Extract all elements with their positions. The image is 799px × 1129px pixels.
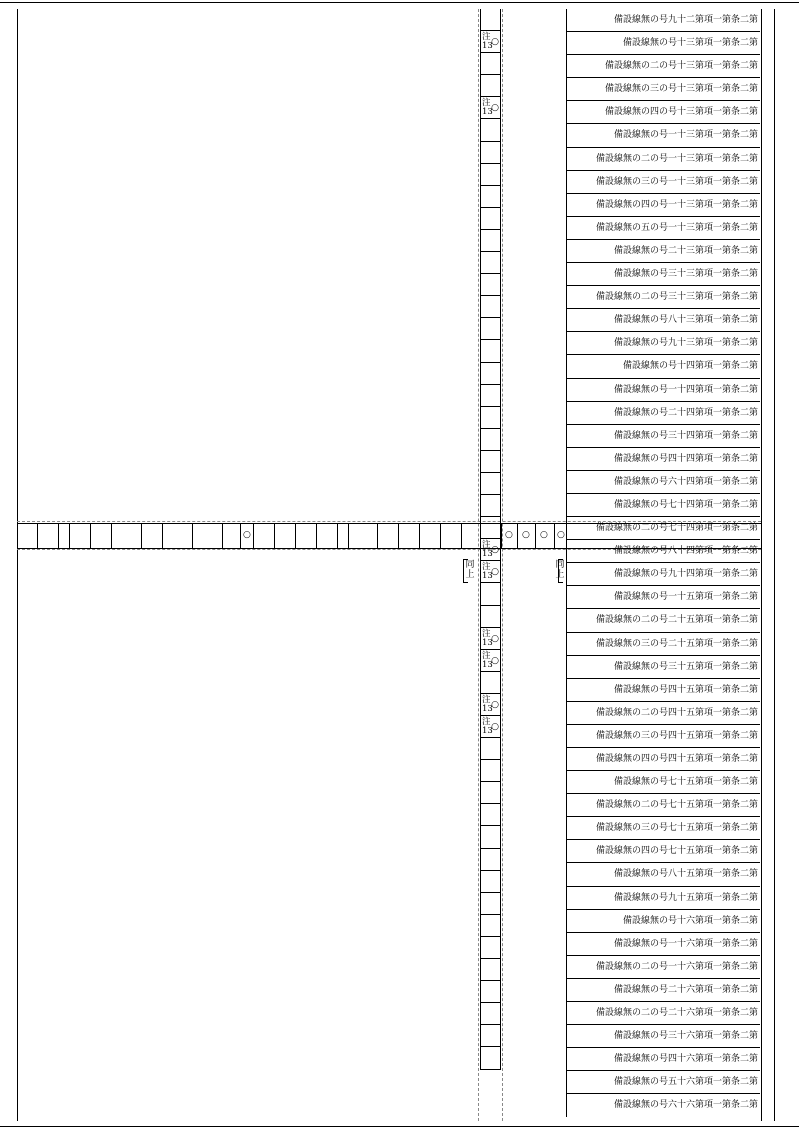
note-mark: ○ <box>491 722 499 732</box>
label-column <box>566 9 760 1117</box>
note-cell <box>480 826 501 848</box>
row-label: 備設線無の二の号十三第項一第条二第 <box>566 55 760 78</box>
row-label: 備設線無の号一十四第項一第条二第 <box>566 379 760 402</box>
same-as-above-left: 同上 <box>465 560 475 580</box>
row-label: 備設線無の号七十五第項一第条二第 <box>566 771 760 794</box>
row-label: 備設線無の二の号四十五第項一第条二第 <box>566 702 760 725</box>
row-label: 備設線無の号四十五第項一第条二第 <box>566 679 760 702</box>
row-label: 備設線無の号九十三第項一第条二第 <box>566 332 760 355</box>
row-label: 備設線無の号六十四第項一第条二第 <box>566 471 760 494</box>
note-mark: ○ <box>491 655 499 666</box>
row-cell <box>348 524 349 548</box>
note-cell <box>480 296 501 318</box>
note-cell <box>480 606 501 628</box>
note-mark: ○ <box>491 567 499 578</box>
top-rule <box>0 2 799 3</box>
note-mark: ○ <box>491 37 499 48</box>
row-cell <box>192 524 193 548</box>
row-label: 備設線無の二の号二十五第項一第条二第 <box>566 609 760 632</box>
row-label: 備設線無の二の号一十六第項一第条二第 <box>566 956 760 979</box>
row-cell <box>240 524 241 548</box>
row-label: 備設線無の四の号四十五第項一第条二第 <box>566 748 760 771</box>
row-cell <box>162 524 163 548</box>
row-label: 備設線無の号三十五第項一第条二第 <box>566 656 760 679</box>
row-cell <box>295 524 296 548</box>
row-cell <box>377 524 378 548</box>
row-label: 備設線無の号九十五第項一第条二第 <box>566 887 760 910</box>
row-label: 備設線無の四の号十三第項一第条二第 <box>566 101 760 124</box>
row-cell <box>90 524 91 548</box>
row-label: 備設線無の四の号一十三第項一第条二第 <box>566 194 760 217</box>
row-label: 備設線無の号十三第項一第条二第 <box>566 32 760 55</box>
row-cell <box>37 524 38 548</box>
note-cell <box>480 75 501 97</box>
note-cell <box>480 142 501 164</box>
note-label: 注 13 <box>482 650 493 670</box>
note-column <box>480 9 501 1070</box>
row-cell <box>419 524 420 548</box>
note-cell <box>480 208 501 230</box>
note-cell <box>480 782 501 804</box>
row-label: 備設線無の三の号二十五第項一第条二第 <box>566 633 760 656</box>
row-cell <box>440 524 441 548</box>
row-label: 備設線無の号五十六第項一第条二第 <box>566 1071 760 1094</box>
row-label: 備設線無の号一十六第項一第条二第 <box>566 933 760 956</box>
row-label: 備設線無の四の号七十五第項一第条二第 <box>566 840 760 863</box>
row-cell <box>398 524 399 548</box>
row-mark: ○ <box>540 530 548 540</box>
note-cell <box>480 495 501 517</box>
note-cell <box>480 937 501 959</box>
note-label: 注 13 <box>482 694 493 714</box>
row-label: 備設線無の二の号一十三第項一第条二第 <box>566 148 760 171</box>
note-mark: ○ <box>491 633 499 644</box>
row-cell <box>58 524 59 548</box>
row-label: 備設線無の三の号四十五第項一第条二第 <box>566 725 760 748</box>
note-cell <box>480 959 501 981</box>
note-cell <box>480 451 501 473</box>
note-cell <box>480 429 501 451</box>
note-label: 注 13 <box>482 628 493 648</box>
note-cell <box>480 738 501 760</box>
row-mark: ○ <box>243 530 251 540</box>
row-label: 備設線無の号十四第項一第条二第 <box>566 355 760 378</box>
row-mark: ○ <box>522 530 530 540</box>
note-cell <box>480 186 501 208</box>
row-label: 備設線無の号八十三第項一第条二第 <box>566 309 760 332</box>
note-cell <box>480 1047 501 1069</box>
row-cell <box>554 524 555 548</box>
row-label: 備設線無の号九十二第項一第条二第 <box>566 9 760 32</box>
note-cell <box>480 628 501 650</box>
row-label: 備設線無の号七十四第項一第条二第 <box>566 494 760 517</box>
note-cell <box>480 517 501 539</box>
row-label: 備設線無の五の号一十三第項一第条二第 <box>566 217 760 240</box>
right-border <box>774 9 775 1121</box>
note-cell <box>480 1025 501 1047</box>
row-label: 備設線無の号十六第項一第条二第 <box>566 910 760 933</box>
note-label: 注 13 <box>482 540 493 560</box>
row-cell <box>141 524 142 548</box>
note-cell <box>480 583 501 605</box>
note-cell <box>480 31 501 53</box>
note-mark: ○ <box>491 699 499 710</box>
row-cell <box>222 524 223 548</box>
note-cell <box>480 97 501 119</box>
bottom-rule <box>0 1126 799 1127</box>
row-cell <box>274 524 275 548</box>
note-cell <box>480 672 501 694</box>
note-label: 注 13 <box>482 562 493 582</box>
note-cell <box>480 385 501 407</box>
note-cell <box>480 981 501 1003</box>
row-label: 備設線無の号四十四第項一第条二第 <box>566 448 760 471</box>
row-mark: ○ <box>505 530 513 540</box>
row-label: 備設線無の号三十三第項一第条二第 <box>566 263 760 286</box>
note-cell <box>480 53 501 75</box>
note-mark: ○ <box>491 103 499 114</box>
row-label: 備設線無の号二十四第項一第条二第 <box>566 402 760 425</box>
note-label: 注 13 <box>482 717 493 736</box>
note-cell <box>480 716 501 738</box>
left-border <box>17 9 18 1121</box>
note-cell <box>480 119 501 141</box>
row-label: 備設線無の二の号二十六第項一第条二第 <box>566 1002 760 1025</box>
note-cell <box>480 561 501 583</box>
note-cell <box>480 893 501 915</box>
note-label: 注 13 <box>482 98 493 118</box>
row-label: 備設線無の二の号七十五第項一第条二第 <box>566 794 760 817</box>
row-label: 備設線無の号三十四第項一第条二第 <box>566 425 760 448</box>
row-label: 備設線無の号六十六第項一第条二第 <box>566 1094 760 1116</box>
note-mark: ○ <box>491 545 499 556</box>
note-cell <box>480 363 501 385</box>
note-cell <box>480 318 501 340</box>
note-cell <box>480 9 501 31</box>
row-label: 備設線無の三の号一十三第項一第条二第 <box>566 171 760 194</box>
note-cell <box>480 804 501 826</box>
row-label: 備設線無の号九十四第項一第条二第 <box>566 563 760 586</box>
row-label: 備設線無の号一十三第項一第条二第 <box>566 124 760 147</box>
row-cell <box>111 524 112 548</box>
note-cell <box>480 1003 501 1025</box>
row-cell <box>461 524 462 548</box>
note-cell <box>480 164 501 186</box>
row-label: 備設線無の号三十六第項一第条二第 <box>566 1025 760 1048</box>
row-label: 備設線無の号二十六第項一第条二第 <box>566 979 760 1002</box>
row-label: 備設線無の号四十六第項一第条二第 <box>566 1048 760 1071</box>
note-cell <box>480 650 501 672</box>
note-cell <box>480 871 501 893</box>
row-cell <box>517 524 518 548</box>
note-cell <box>480 230 501 252</box>
row-cell <box>253 524 254 548</box>
note-label: 注 13 <box>482 32 493 52</box>
row-mark: ○ <box>557 530 565 540</box>
note-cell <box>480 252 501 274</box>
note-cell <box>480 274 501 296</box>
note-cell <box>480 473 501 495</box>
note-cell <box>480 340 501 362</box>
row-cell <box>501 524 502 548</box>
row-label: 備設線無の号二十三第項一第条二第 <box>566 240 760 263</box>
row-label: 備設線無の号八十五第項一第条二第 <box>566 863 760 886</box>
row-label: 備設線無の二の号七十四第項一第条二第 <box>566 517 760 540</box>
row-cell <box>69 524 70 548</box>
row-cell <box>316 524 317 548</box>
row-label: 備設線無の三の号十三第項一第条二第 <box>566 78 760 101</box>
row-label: 備設線無の三の号七十五第項一第条二第 <box>566 817 760 840</box>
note-cell <box>480 849 501 871</box>
dashed-guide-right <box>502 9 503 1121</box>
note-cell <box>480 407 501 429</box>
row-label: 備設線無の号一十五第項一第条二第 <box>566 586 760 609</box>
note-cell <box>480 694 501 716</box>
note-cell <box>480 760 501 782</box>
label-right-border <box>761 9 762 1121</box>
row-label: 備設線無の号八十四第項一第条二第 <box>566 540 760 563</box>
same-as-above-right: 同上 <box>555 560 565 580</box>
note-cell <box>480 539 501 561</box>
row-cell <box>337 524 338 548</box>
row-cell <box>535 524 536 548</box>
dashed-guide-left <box>478 9 479 1121</box>
note-cell <box>480 915 501 937</box>
row-label: 備設線無の二の号三十三第項一第条二第 <box>566 286 760 309</box>
